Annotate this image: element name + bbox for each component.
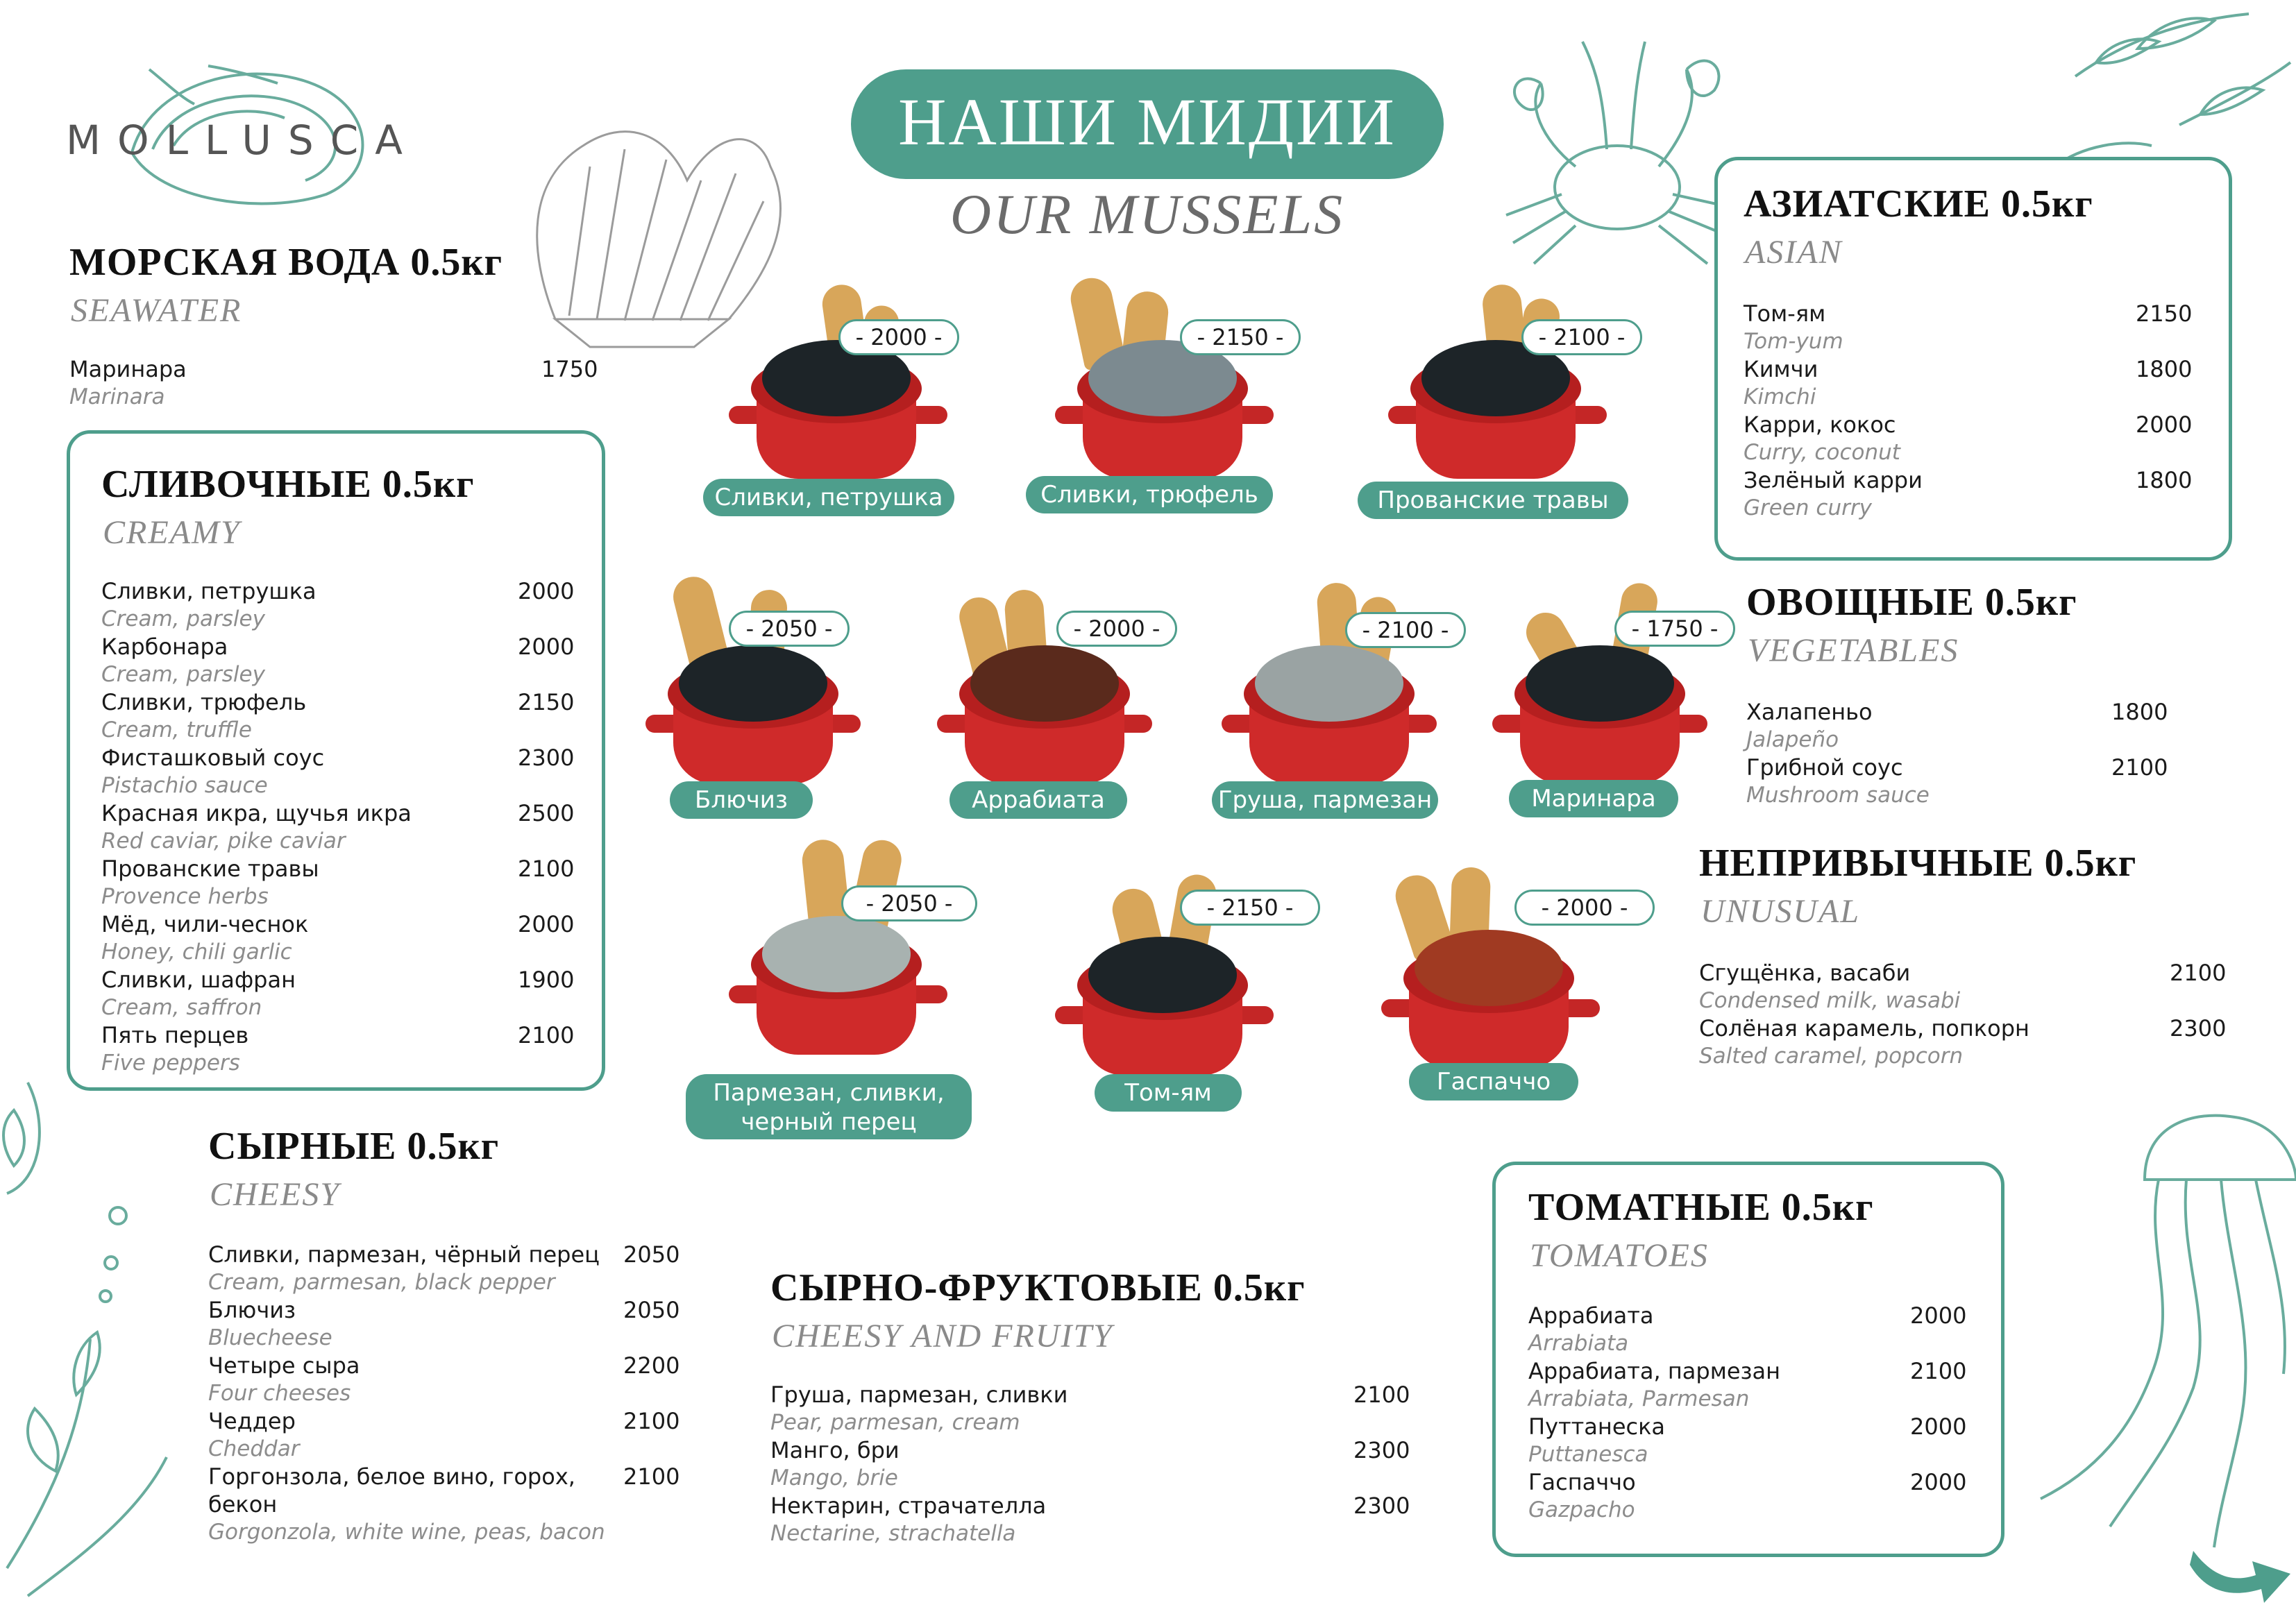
item-price: 2200: [623, 1352, 680, 1379]
item-name: Сливки, шафран: [101, 967, 296, 993]
item-name: Гаспаччо: [1528, 1469, 1636, 1495]
item-name: Пять перцев: [101, 1022, 249, 1048]
menu-item: [101, 855, 573, 910]
item-name: Карри, кокос: [1744, 411, 1896, 438]
item-translation: Pear, parmesan, cream: [770, 1410, 1020, 1435]
price-tag: - 2000 -: [1056, 611, 1177, 647]
creamy-title: СЛИВОЧНЫЕ 0.5кг: [101, 463, 475, 506]
menu-item: [208, 1296, 694, 1352]
item-name: Сливки, трюфель: [101, 689, 307, 715]
price-tag: - 2000 -: [838, 319, 959, 355]
item-name: Аррабиата, пармезан: [1528, 1358, 1781, 1384]
item-translation: Green curry: [1744, 495, 1872, 520]
item-name: Мёд, чили-чеснок: [101, 911, 309, 937]
item-price: 2000: [2136, 411, 2193, 438]
asian-title: АЗИАТСКИЕ 0.5кг: [1744, 182, 2093, 226]
item-price: 2000: [518, 911, 575, 937]
item-price: 1800: [2136, 356, 2193, 382]
seawater-title: МОРСКАЯ ВОДА 0.5кг: [69, 241, 503, 284]
item-name: Сливки, петрушка: [101, 578, 316, 604]
cheesy-fruity-title: СЫРНО-ФРУКТОВЫЕ 0.5кг: [770, 1266, 1306, 1309]
item-translation: Kimchi: [1744, 384, 1816, 409]
seawater-subtitle: SEAWATER: [71, 292, 242, 329]
item-name: Кимчи: [1744, 356, 1818, 382]
item-price: 2500: [518, 800, 575, 826]
menu-item: [208, 1407, 694, 1463]
cheesy-list: [208, 1241, 694, 1546]
item-price: 2100: [518, 1022, 575, 1048]
item-price: 2100: [518, 856, 575, 882]
asian-subtitle: ASIAN: [1745, 234, 1843, 271]
cheesy-fruity-subtitle: CHEESY AND FRUITY: [772, 1318, 1113, 1354]
menu-item: [69, 355, 597, 411]
mussels: [762, 916, 911, 992]
item-price: 2300: [1353, 1437, 1410, 1463]
mussels: [679, 645, 827, 722]
item-price: 1750: [541, 356, 598, 382]
mussel-pot-photo: [1048, 278, 1277, 486]
item-translation: Tom-yum: [1744, 329, 1843, 354]
menu-item: [101, 910, 573, 966]
item-price: 2100: [2111, 754, 2168, 781]
seaweed-left-icon: [3, 1082, 167, 1596]
photo-caption: Аррабиата: [949, 781, 1127, 819]
photo-caption-line1: Пармезан, сливки,: [713, 1079, 945, 1107]
item-name: Зелёный карри: [1744, 467, 1923, 493]
item-price: 2150: [2136, 300, 2193, 327]
item-name: Чеддер: [208, 1408, 296, 1434]
item-name: Манго, бри: [770, 1437, 900, 1463]
price-tag: - 2050 -: [729, 611, 850, 647]
item-translation: Curry, coconut: [1744, 440, 1900, 465]
mussel-pot-photo: [1381, 278, 1610, 486]
item-translation: Marinara: [69, 384, 165, 409]
item-translation: Bluecheese: [208, 1325, 332, 1350]
menu-item: [101, 1021, 573, 1077]
item-translation: Mushroom sauce: [1746, 783, 1930, 808]
item-price: 2050: [623, 1241, 680, 1268]
item-name: Маринара: [69, 356, 187, 382]
photo-caption: Сливки, трюфель: [1026, 476, 1273, 513]
item-price: 2000: [1910, 1413, 1967, 1440]
item-name: Нектарин, страчателла: [770, 1493, 1047, 1519]
item-translation: Arrabiata, Parmesan: [1528, 1386, 1750, 1411]
item-price: 2300: [518, 745, 575, 771]
item-name: Прованские травы: [101, 856, 319, 882]
cheesy-fruity-list: [770, 1381, 1409, 1547]
item-price: 2000: [1910, 1469, 1967, 1495]
item-translation: Mango, brie: [770, 1465, 898, 1490]
item-translation: Condensed milk, wasabi: [1699, 988, 1961, 1013]
unusual-title: НЕПРИВЫЧНЫЕ 0.5кг: [1699, 842, 2137, 885]
menu-item: [770, 1492, 1409, 1547]
photo-caption: [686, 1074, 972, 1139]
price-tag: - 2100 -: [1521, 319, 1642, 355]
item-name: Халапеньо: [1746, 699, 1873, 725]
item-name: Грибной соус: [1746, 754, 1903, 781]
item-price: 2000: [1910, 1302, 1967, 1329]
item-name: Блючиз: [208, 1297, 296, 1323]
unusual-subtitle: UNUSUAL: [1700, 893, 1861, 930]
creamy-subtitle: CREAMY: [103, 514, 241, 551]
tomatoes-list: [1528, 1302, 1973, 1531]
asian-list: [1744, 300, 2202, 529]
item-translation: Provence herbs: [101, 884, 269, 909]
item-name: Карбонара: [101, 634, 228, 660]
item-name: Солёная карамель, попкорн: [1699, 1015, 2029, 1042]
item-translation: Gorgonzola, white wine, peas, bacon: [208, 1520, 605, 1545]
price-tag: - 2150 -: [1180, 319, 1301, 355]
mussel-pot-photo: [722, 278, 951, 486]
mussels: [1255, 645, 1403, 722]
item-price: 2100: [623, 1463, 680, 1490]
item-name: Красная икра, щучья икра: [101, 800, 412, 826]
menu-item: [1699, 959, 2240, 1014]
item-translation: Red caviar, pike caviar: [101, 829, 346, 853]
item-price: 2000: [518, 578, 575, 604]
item-translation: Cheddar: [208, 1436, 300, 1461]
item-translation: Cream, saffron: [101, 995, 262, 1020]
next-page-arrow-icon: [2190, 1551, 2290, 1603]
menu-item: [770, 1381, 1409, 1436]
crab-icon: [1506, 42, 1735, 264]
menu-item: [208, 1352, 694, 1407]
price-tag: - 2150 -: [1180, 890, 1320, 926]
item-price: 1800: [2136, 467, 2193, 493]
item-translation: Four cheeses: [208, 1381, 351, 1406]
item-price: 2050: [623, 1297, 680, 1323]
item-translation: Pistachio sauce: [101, 773, 268, 798]
menu-item: [1744, 466, 2202, 522]
item-name: Путтанеска: [1528, 1413, 1666, 1440]
item-name: Аррабиата: [1528, 1302, 1654, 1329]
menu-item: [101, 633, 573, 688]
item-name: Том-ям: [1744, 300, 1826, 327]
photo-caption: Гаспаччо: [1409, 1063, 1578, 1101]
menu-item: [1744, 300, 2202, 355]
item-translation: Nectarine, strachatella: [770, 1521, 1016, 1546]
unusual-list: [1699, 959, 2240, 1077]
creamy-list: [101, 577, 573, 1077]
item-name: Сливки, пармезан, чёрный перец: [208, 1241, 600, 1268]
mussels: [970, 645, 1119, 722]
price-tag: - 2000 -: [1514, 890, 1655, 926]
menu-item: [1699, 1014, 2240, 1070]
item-price: 2000: [518, 634, 575, 660]
tomatoes-subtitle: TOMATOES: [1530, 1237, 1709, 1274]
photo-caption: Блючиз: [670, 781, 813, 819]
item-name: Четыре сыра: [208, 1352, 360, 1379]
item-price: 1800: [2111, 699, 2168, 725]
item-price: 2150: [518, 689, 575, 715]
item-name-line2: бекон: [208, 1491, 278, 1518]
menu-item: [1528, 1468, 1973, 1524]
mussel-pot-photo: [645, 576, 861, 784]
item-price: 2100: [1353, 1382, 1410, 1408]
menu-item: [101, 799, 573, 855]
item-translation: Puttanesca: [1528, 1442, 1648, 1467]
item-name: Груша, пармезан, сливки: [770, 1382, 1068, 1408]
photo-caption: Прованские травы: [1358, 482, 1628, 519]
mussels: [1526, 645, 1674, 722]
menu-item: [208, 1463, 694, 1546]
item-translation: Honey, chili garlic: [101, 940, 292, 965]
item-translation: Five peppers: [101, 1051, 240, 1076]
item-price: 2300: [2170, 1015, 2227, 1042]
menu-item: [1744, 355, 2202, 411]
item-translation: Gazpacho: [1528, 1497, 1635, 1522]
item-price: 2100: [1910, 1358, 1967, 1384]
item-translation: Cream, parsley: [101, 606, 265, 631]
item-name: Сгущёнка, васаби: [1699, 960, 1911, 986]
brand-logo: MOLLUSCA: [66, 117, 419, 164]
mussels: [1088, 937, 1237, 1013]
vegetables-list: [1746, 698, 2177, 816]
item-translation: Cream, parsley: [101, 662, 265, 687]
cheesy-subtitle: CHEESY: [210, 1176, 341, 1213]
menu-item: [1528, 1413, 1973, 1468]
menu-item: [1528, 1357, 1973, 1413]
seaweed-icon: [2054, 14, 2290, 167]
menu-item: [101, 744, 573, 799]
menu-item: [1746, 754, 2177, 809]
tomatoes-title: ТОМАТНЫЕ 0.5кг: [1528, 1186, 1874, 1229]
mussels: [1415, 930, 1563, 1006]
item-name: Горгонзола, белое вино, горох,: [208, 1463, 575, 1490]
page-subtitle: OUR MUSSELS: [949, 182, 1345, 246]
menu-item: [101, 966, 573, 1021]
item-translation: Arrabiata: [1528, 1331, 1629, 1356]
item-price: 2100: [623, 1408, 680, 1434]
photo-caption: Том-ям: [1095, 1074, 1242, 1112]
menu-item: [1744, 411, 2202, 466]
vegetables-title: ОВОЩНЫЕ 0.5кг: [1746, 581, 2077, 624]
price-tag: - 2100 -: [1345, 612, 1466, 648]
menu-item: [208, 1241, 694, 1296]
vegetables-subtitle: VEGETABLES: [1748, 632, 1959, 669]
photo-caption: Груша, пармезан: [1212, 781, 1438, 819]
cheesy-title: СЫРНЫЕ 0.5кг: [208, 1125, 500, 1168]
item-price: 1900: [518, 967, 575, 993]
menu-item: [1746, 698, 2177, 754]
item-translation: Cream, truffle: [101, 717, 252, 742]
photo-caption-line2: черный перец: [741, 1108, 917, 1136]
item-translation: Jalapeño: [1746, 727, 1839, 752]
page-title: НАШИ МИДИИ: [898, 85, 1396, 159]
item-translation: Cream, parmesan, black pepper: [208, 1270, 555, 1295]
item-price: 2300: [1353, 1493, 1410, 1519]
price-tag: - 2050 -: [841, 885, 977, 921]
photo-caption: Сливки, петрушка: [703, 479, 954, 516]
photo-caption: Маринара: [1509, 780, 1678, 817]
menu-item: [1528, 1302, 1973, 1357]
menu-item: [101, 688, 573, 744]
jellyfish-icon: [2041, 1116, 2296, 1547]
price-tag: - 1750 -: [1614, 611, 1735, 647]
mussel-pot-photo: [722, 840, 951, 1055]
menu-item: [101, 577, 573, 633]
item-translation: Salted caramel, popcorn: [1699, 1044, 1964, 1069]
item-name: Фисташковый соус: [101, 745, 325, 771]
item-price: 2100: [2170, 960, 2227, 986]
menu-item: [770, 1436, 1409, 1492]
